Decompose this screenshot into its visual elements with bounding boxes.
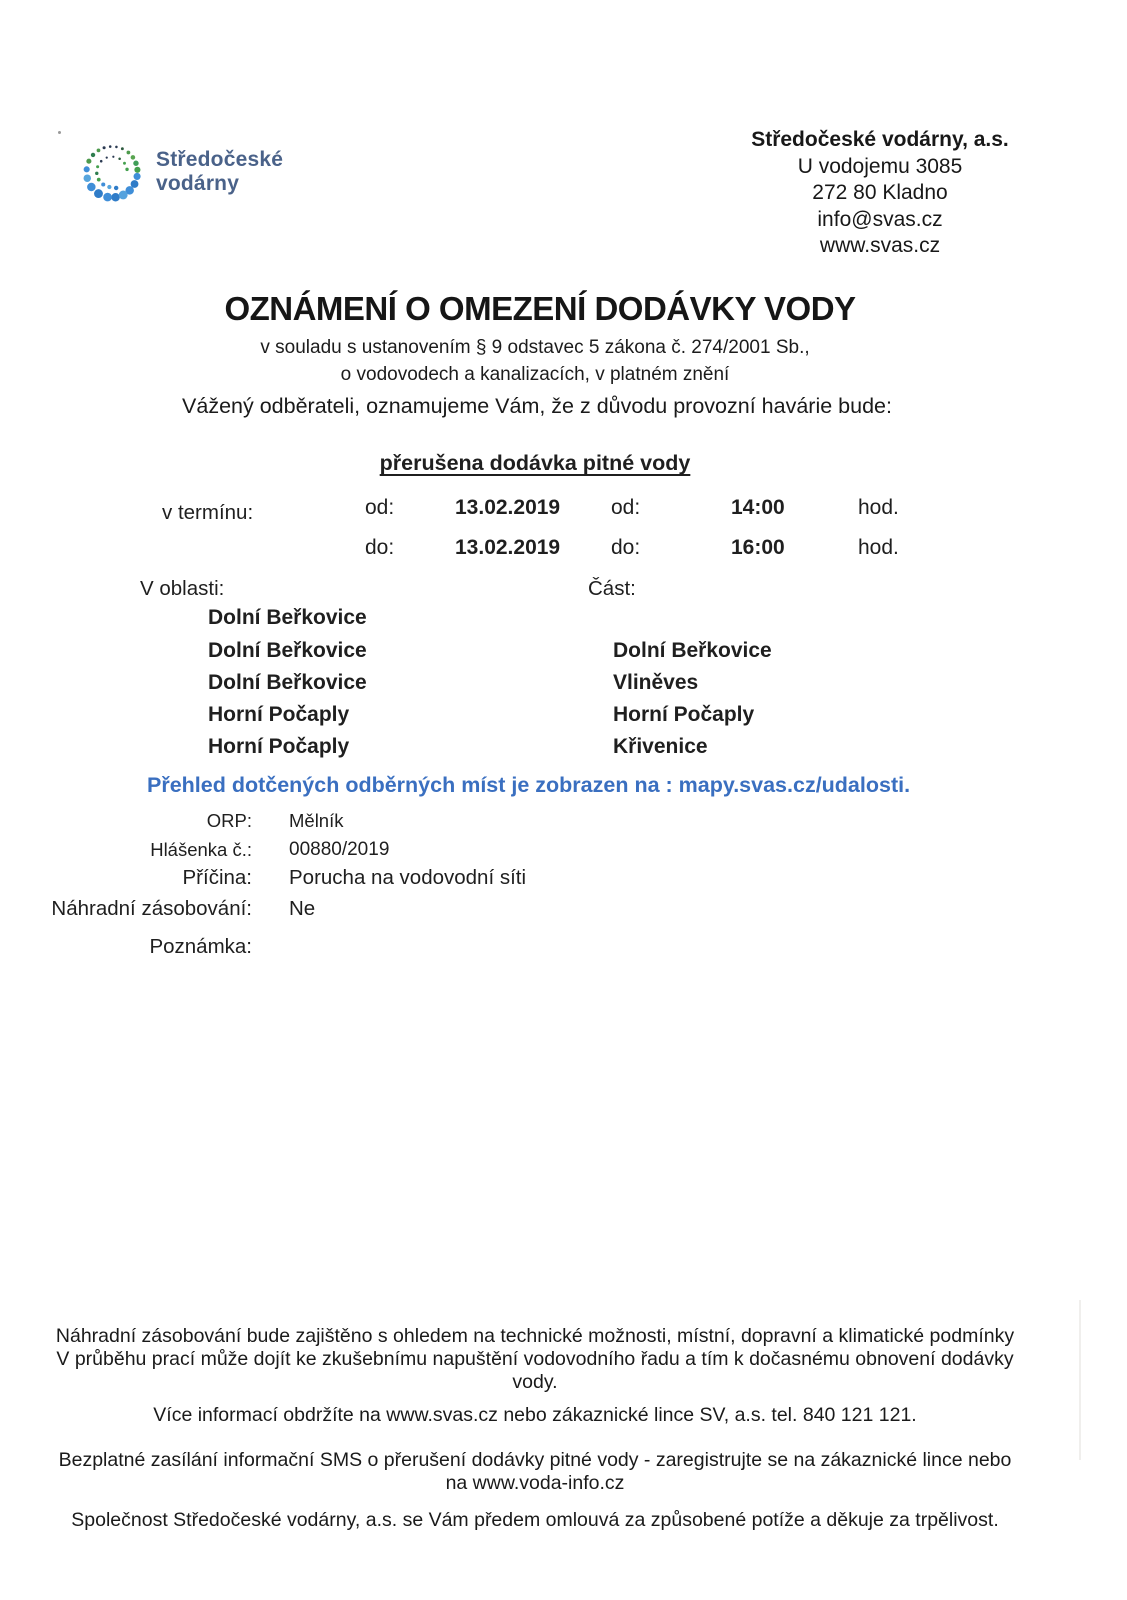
hours-unit-from: hod. bbox=[858, 496, 899, 519]
detail-label-orp: ORP: bbox=[206, 810, 252, 831]
footer-sms-note-line2: na www.voda-info.cz bbox=[445, 1472, 625, 1494]
date-from-value: 13.02.2019 bbox=[455, 496, 561, 519]
footer-sms-note-line1: Bezplatné zasílání informační SMS o přerušení dodávky pitné vody - zaregistrujte se na zákaznické lince nebo bbox=[58, 1449, 1012, 1471]
footer-apology: Společnost Středočeské vodárny, a.s. se Vám předem omlouvá za způsobené potíže a děkuje za trpělivost. bbox=[71, 1509, 999, 1531]
detail-value-substitute-supply: Ne bbox=[289, 897, 316, 920]
footer-supply-note-line3: vody. bbox=[512, 1371, 558, 1393]
map-overview-notice: Přehled dotčených odběrných míst je zobrazen na : mapy.svas.cz/udalosti. bbox=[147, 773, 911, 797]
detail-label-cause: Příčina: bbox=[182, 866, 252, 889]
part-item: Křivenice bbox=[613, 735, 708, 758]
footer-supply-note-line1: Náhradní zásobování bude zajištěno s ohledem na technické možnosti, místní, dopravní a klimatické podmínky bbox=[55, 1325, 1015, 1347]
area-item: Dolní Beřkovice bbox=[208, 606, 367, 629]
part-item: Vliněves bbox=[613, 671, 699, 694]
footer-supply-note-line2: V průběhu prací může dojít ke zkušebnímu napuštění vodovodního řadu a tím k dočasnému obnovení dodávky bbox=[56, 1348, 1014, 1370]
time-to-value: 16:00 bbox=[731, 536, 785, 559]
area-item: Horní Počaply bbox=[208, 703, 350, 726]
interruption-heading: přerušena dodávka pitné vody bbox=[379, 451, 691, 475]
address-city: 272 80 Kladno bbox=[812, 181, 948, 204]
notice-title: OZNÁMENÍ O OMEZENÍ DODÁVKY VODY bbox=[224, 290, 856, 327]
company-logo bbox=[78, 138, 283, 206]
area-column-label: V oblasti: bbox=[140, 577, 225, 600]
part-column-label: Část: bbox=[588, 577, 636, 600]
address-street: U vodojemu 3085 bbox=[797, 154, 963, 178]
legal-basis-line2: o vodovodech a kanalizacích, v platném znění bbox=[340, 364, 730, 385]
part-item: Dolní Beřkovice bbox=[613, 639, 772, 662]
company-name: Středočeské vodárny, a.s. bbox=[751, 128, 1009, 151]
time-from-label: od: bbox=[611, 496, 641, 519]
date-from-label: od: bbox=[365, 496, 395, 519]
detail-value-cause: Porucha na vodovodní síti bbox=[289, 866, 527, 889]
detail-label-note: Poznámka: bbox=[149, 935, 252, 958]
date-to-value: 13.02.2019 bbox=[455, 536, 561, 559]
area-item: Dolní Beřkovice bbox=[208, 671, 367, 694]
scan-artifact-streak bbox=[1079, 1300, 1081, 1460]
footer-more-info: Více informací obdržíte na www.svas.cz nebo zákaznické lince SV, a.s. tel. 840 121 121. bbox=[153, 1404, 917, 1426]
detail-value-orp: Mělník bbox=[289, 810, 344, 831]
area-item: Horní Počaply bbox=[208, 735, 350, 758]
email-text: info@svas.cz bbox=[817, 207, 943, 231]
time-from-value: 14:00 bbox=[731, 496, 785, 519]
salutation-text: Vážený odběrateli, oznamujeme Vám, že z důvodu provozní havárie bude: bbox=[182, 394, 892, 418]
logo-text-line1: Středočeské bbox=[156, 148, 284, 171]
time-to-label: do: bbox=[611, 536, 641, 559]
website-text: www.svas.cz bbox=[819, 234, 941, 257]
term-label: v termínu: bbox=[162, 501, 254, 524]
logo-text-line2: vodárny bbox=[156, 172, 240, 195]
hours-unit-to: hod. bbox=[858, 536, 899, 559]
detail-label-report-number: Hlášenka č.: bbox=[150, 839, 252, 860]
company-address-block bbox=[690, 127, 1070, 260]
detail-value-report-number: 00880/2019 bbox=[289, 839, 390, 860]
legal-basis-line1: v souladu s ustanovením § 9 odstavec 5 zákona č. 274/2001 Sb., bbox=[260, 337, 810, 358]
detail-label-substitute-supply: Náhradní zásobování: bbox=[51, 897, 252, 920]
area-item: Dolní Beřkovice bbox=[208, 639, 367, 662]
scan-artifact-dot bbox=[58, 131, 61, 134]
date-to-label: do: bbox=[365, 536, 395, 559]
logo-wordmark bbox=[156, 138, 283, 206]
part-item: Horní Počaply bbox=[613, 703, 755, 726]
logo-dots-icon bbox=[78, 138, 146, 206]
